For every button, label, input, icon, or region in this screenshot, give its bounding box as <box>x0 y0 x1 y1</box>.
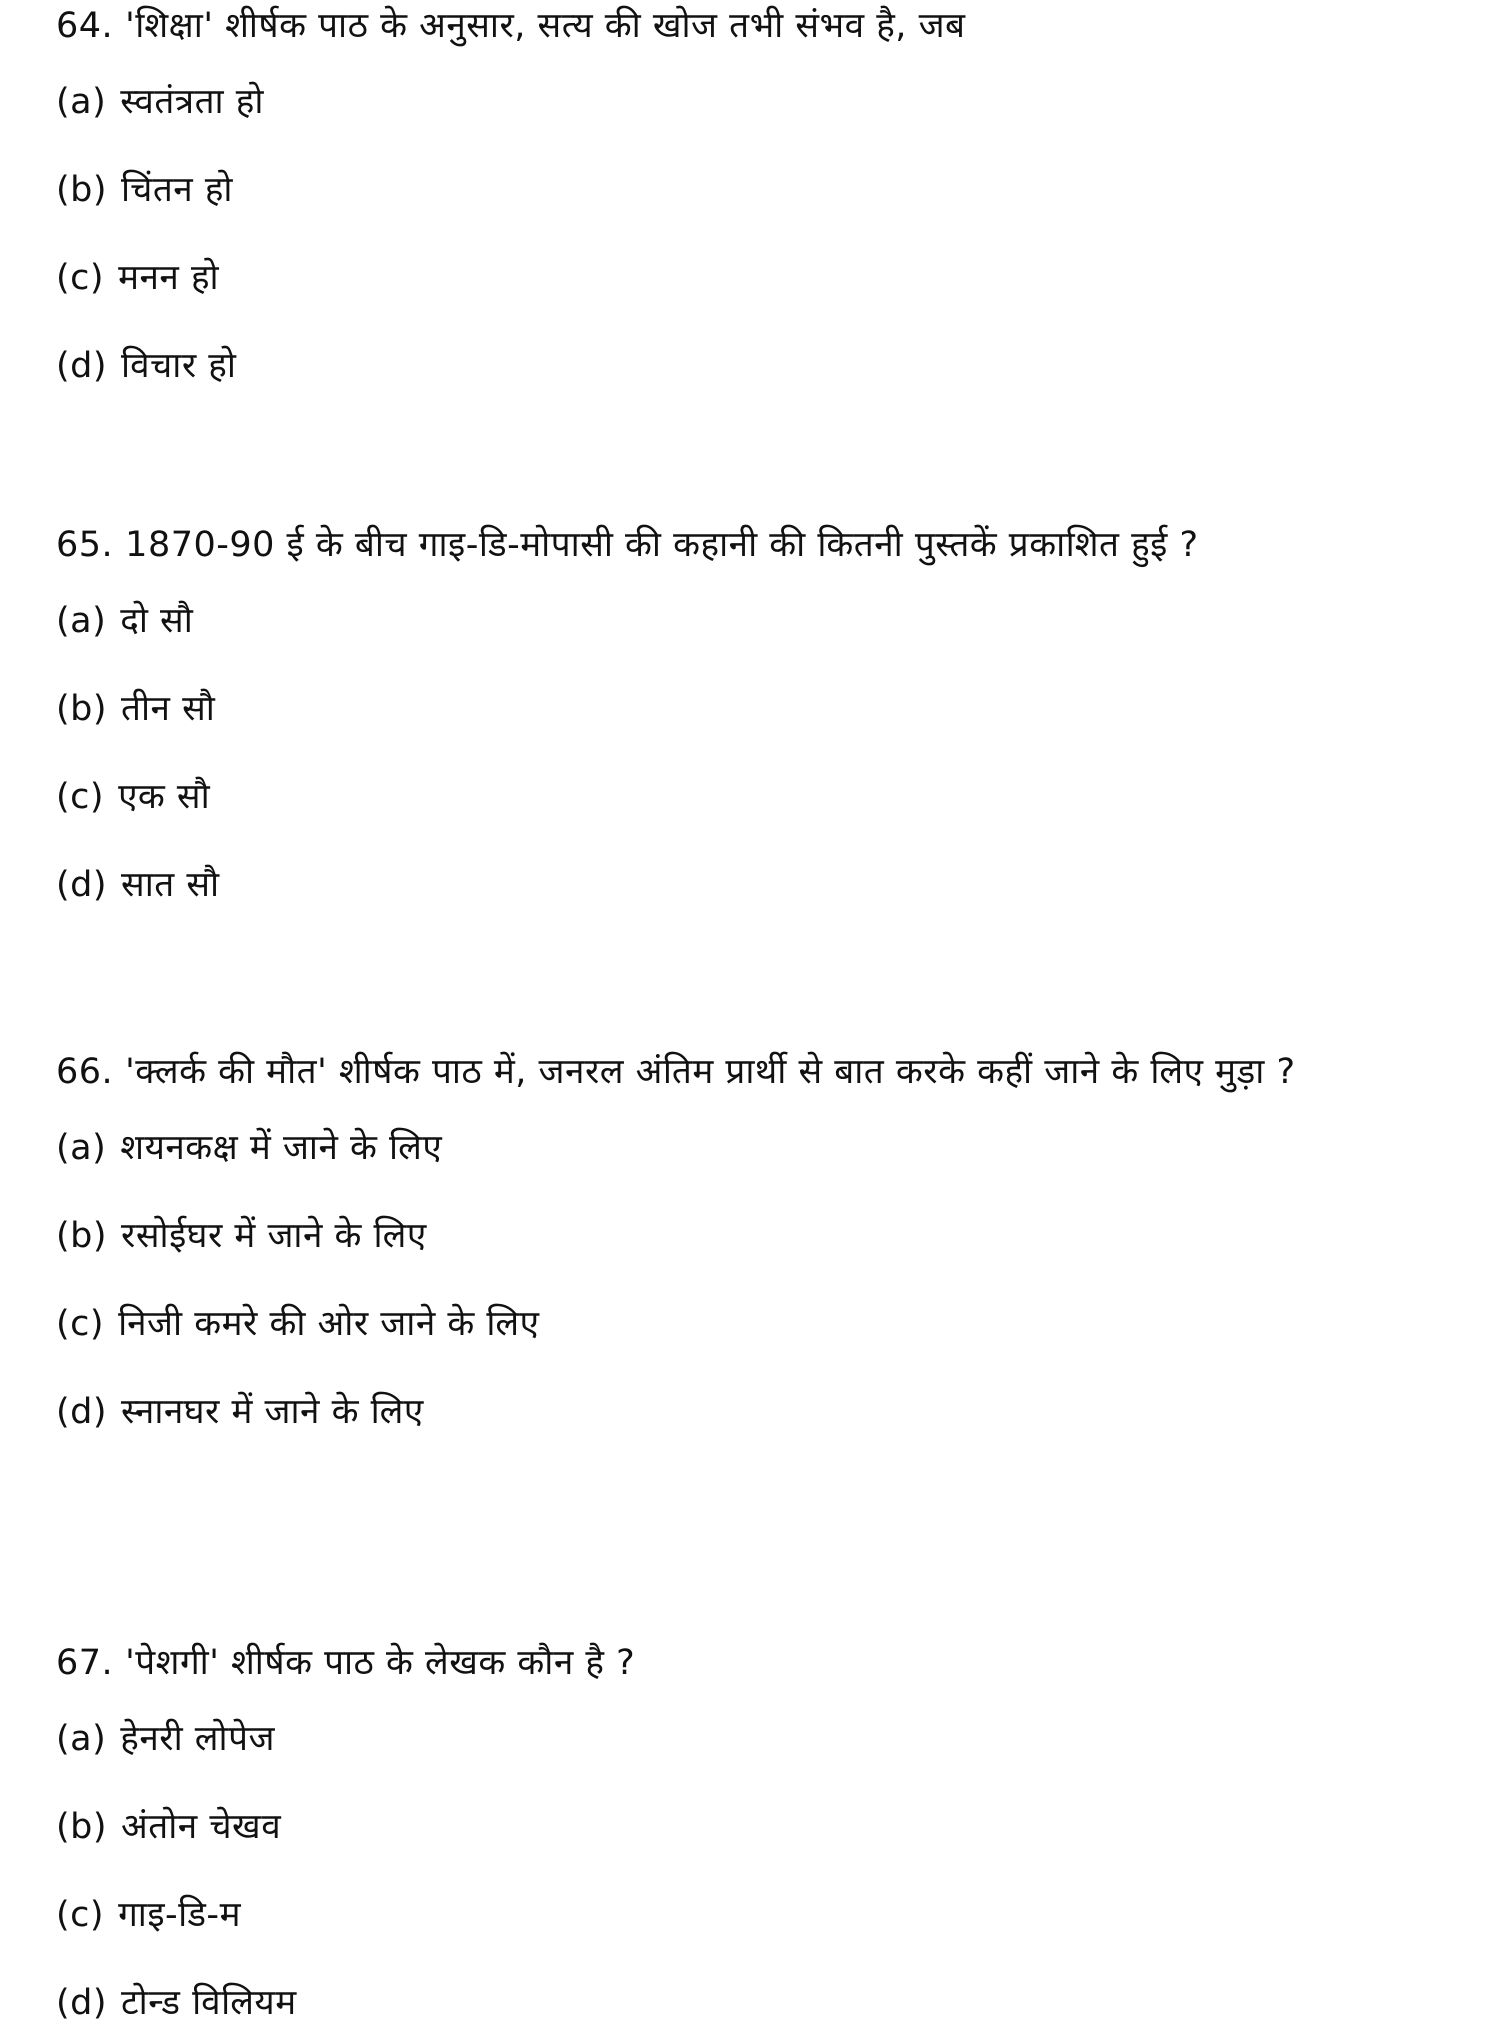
option-key: (b) <box>56 1216 108 1256</box>
option-text: शयनकक्ष में जाने के लिए <box>120 1128 443 1168</box>
question-number: 64. <box>56 6 114 46</box>
question-66 <box>56 1040 1296 1434</box>
question-67 <box>56 1631 635 2025</box>
option-text: हेनरी लोपेज <box>120 1719 275 1759</box>
option-b[interactable] <box>56 1214 1296 1258</box>
question-stem: 'शिक्षा' शीर्षक पाठ के अनुसार, सत्य की खोज तभी संभव है, जब <box>125 6 966 46</box>
option-text: एक सौ <box>118 777 211 817</box>
option-text: सात सौ <box>121 865 220 905</box>
option-c[interactable] <box>56 775 1199 819</box>
option-text: रसोईघर में जाने के लिए <box>121 1216 427 1256</box>
option-a[interactable] <box>56 1126 1296 1170</box>
option-key: (b) <box>56 1807 108 1847</box>
option-key: (d) <box>56 1983 108 2023</box>
option-key: (c) <box>56 777 105 817</box>
option-key: (a) <box>56 1128 107 1168</box>
option-text: मनन हो <box>118 258 220 298</box>
option-d[interactable] <box>56 1981 635 2025</box>
option-key: (b) <box>56 170 108 210</box>
option-text: विचार हो <box>121 346 237 386</box>
option-text: स्वतंत्रता हो <box>120 82 264 122</box>
option-text: गाइ-डि-म <box>118 1895 241 1935</box>
question-number: 66. <box>56 1052 114 1092</box>
option-text: दो सौ <box>120 601 194 641</box>
option-a[interactable] <box>56 1717 635 1761</box>
question-text <box>56 513 1199 577</box>
option-c[interactable] <box>56 1302 1296 1346</box>
option-text: स्नानघर में जाने के लिए <box>121 1392 424 1432</box>
question-stem: 1870-90 ई के बीच गाइ-डि-मोपासी की कहानी की कितनी पुस्तकें प्रकाशित हुई ? <box>125 525 1199 565</box>
question-text <box>56 0 966 58</box>
option-a[interactable] <box>56 80 966 124</box>
option-key: (d) <box>56 1392 108 1432</box>
question-stem: 'क्लर्क की मौत' शीर्षक पाठ में, जनरल अंतिम प्रार्थी से बात करके कहीं जाने के लिए मुड़ा ? <box>125 1052 1296 1092</box>
option-text: टोन्ड विलियम <box>121 1983 297 2023</box>
question-stem: 'पेशगी' शीर्षक पाठ के लेखक कौन है ? <box>125 1643 636 1683</box>
option-d[interactable] <box>56 863 1199 907</box>
option-text: चिंतन हो <box>121 170 233 210</box>
option-b[interactable] <box>56 168 966 212</box>
question-64 <box>56 0 966 388</box>
question-text <box>56 1631 635 1695</box>
option-c[interactable] <box>56 256 966 300</box>
option-c[interactable] <box>56 1893 635 1937</box>
option-key: (d) <box>56 865 108 905</box>
option-key: (c) <box>56 1895 105 1935</box>
question-number: 67. <box>56 1643 114 1683</box>
question-65 <box>56 513 1199 907</box>
option-key: (c) <box>56 1304 105 1344</box>
option-text: अंतोन चेखव <box>121 1807 282 1847</box>
question-number: 65. <box>56 525 114 565</box>
option-text: तीन सौ <box>121 689 216 729</box>
option-key: (a) <box>56 82 107 122</box>
option-b[interactable] <box>56 1805 635 1849</box>
option-key: (a) <box>56 601 107 641</box>
option-key: (c) <box>56 258 105 298</box>
option-key: (b) <box>56 689 108 729</box>
option-d[interactable] <box>56 344 966 388</box>
option-key: (a) <box>56 1719 107 1759</box>
option-b[interactable] <box>56 687 1199 731</box>
option-key: (d) <box>56 346 108 386</box>
option-text: निजी कमरे की ओर जाने के लिए <box>118 1304 540 1344</box>
option-a[interactable] <box>56 599 1199 643</box>
question-text <box>56 1040 1296 1104</box>
option-d[interactable] <box>56 1390 1296 1434</box>
